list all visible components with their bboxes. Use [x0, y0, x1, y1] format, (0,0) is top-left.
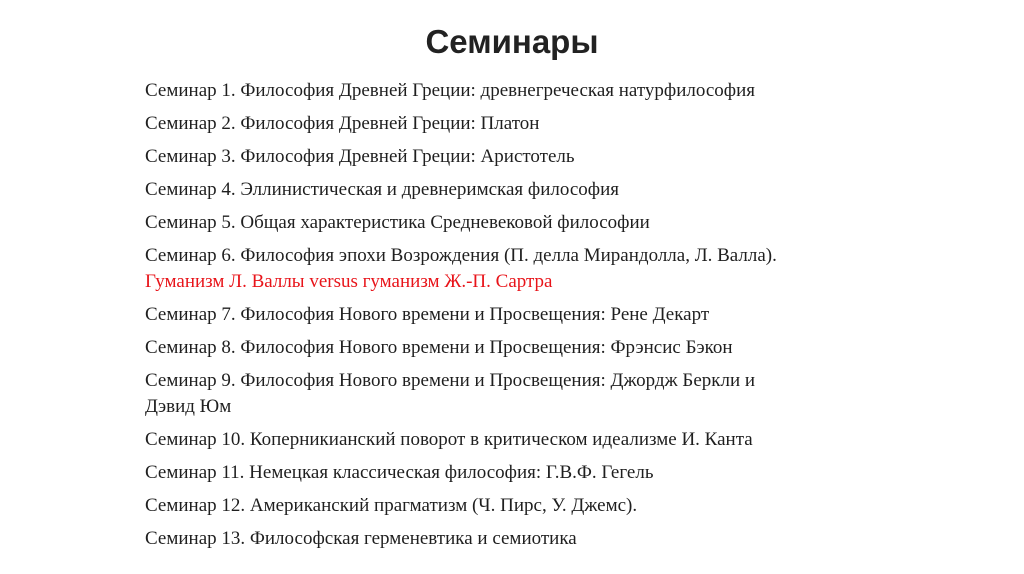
- seminar-list: [145, 78, 885, 552]
- seminar-item-3: [145, 144, 885, 170]
- seminar-item-2: [145, 111, 885, 137]
- seminar-item-13: [145, 526, 885, 552]
- seminar-highlight-text: Гуманизм Л. Валлы versus гуманизм Ж.-П. Сартра: [145, 271, 553, 292]
- seminar-text: Семинар 6. Философия эпохи Возрождения (П. делла Мирандолла, Л. Валла).: [145, 245, 777, 266]
- seminar-item-12: [145, 493, 885, 519]
- seminar-text: Семинар 7. Философия Нового времени и Просвещения: Рене Декарт: [145, 304, 710, 325]
- seminar-text: Семинар 5. Общая характеристика Средневековой философии: [145, 212, 650, 233]
- seminar-text: Семинар 11. Немецкая классическая философия: Г.В.Ф. Гегель: [145, 462, 654, 483]
- seminar-text: Семинар 13. Философская герменевтика и семиотика: [145, 528, 577, 549]
- seminar-item-9: [145, 368, 885, 420]
- seminar-item-10: [145, 427, 885, 453]
- seminar-item-7: [145, 302, 885, 328]
- seminar-text: Семинар 4. Эллинистическая и древнеримская философия: [145, 179, 619, 200]
- seminar-text: Семинар 8. Философия Нового времени и Просвещения: Фрэнсис Бэкон: [145, 337, 733, 358]
- seminar-text: Семинар 1. Философия Древней Греции: древнегреческая натурфилософия: [145, 80, 755, 101]
- seminar-item-6: [145, 243, 885, 295]
- seminar-item-5: [145, 210, 885, 236]
- seminar-item-8: [145, 335, 885, 361]
- slide-title: Семинары: [425, 23, 599, 60]
- seminar-text: Семинар 3. Философия Древней Греции: Аристотель: [145, 146, 575, 167]
- seminar-item-4: [145, 177, 885, 203]
- seminar-item-1: [145, 78, 885, 104]
- seminar-text-continued: Дэвид Юм: [145, 396, 232, 417]
- seminar-text: Семинар 10. Коперникианский поворот в критическом идеализме И. Канта: [145, 429, 753, 450]
- seminar-item-11: [145, 460, 885, 486]
- seminar-text: Семинар 12. Американский прагматизм (Ч. Пирс, У. Джемс).: [145, 495, 638, 516]
- seminar-text: Семинар 2. Философия Древней Греции: Платон: [145, 113, 540, 134]
- seminar-text: Семинар 9. Философия Нового времени и Просвещения: Джордж Беркли и: [145, 370, 756, 391]
